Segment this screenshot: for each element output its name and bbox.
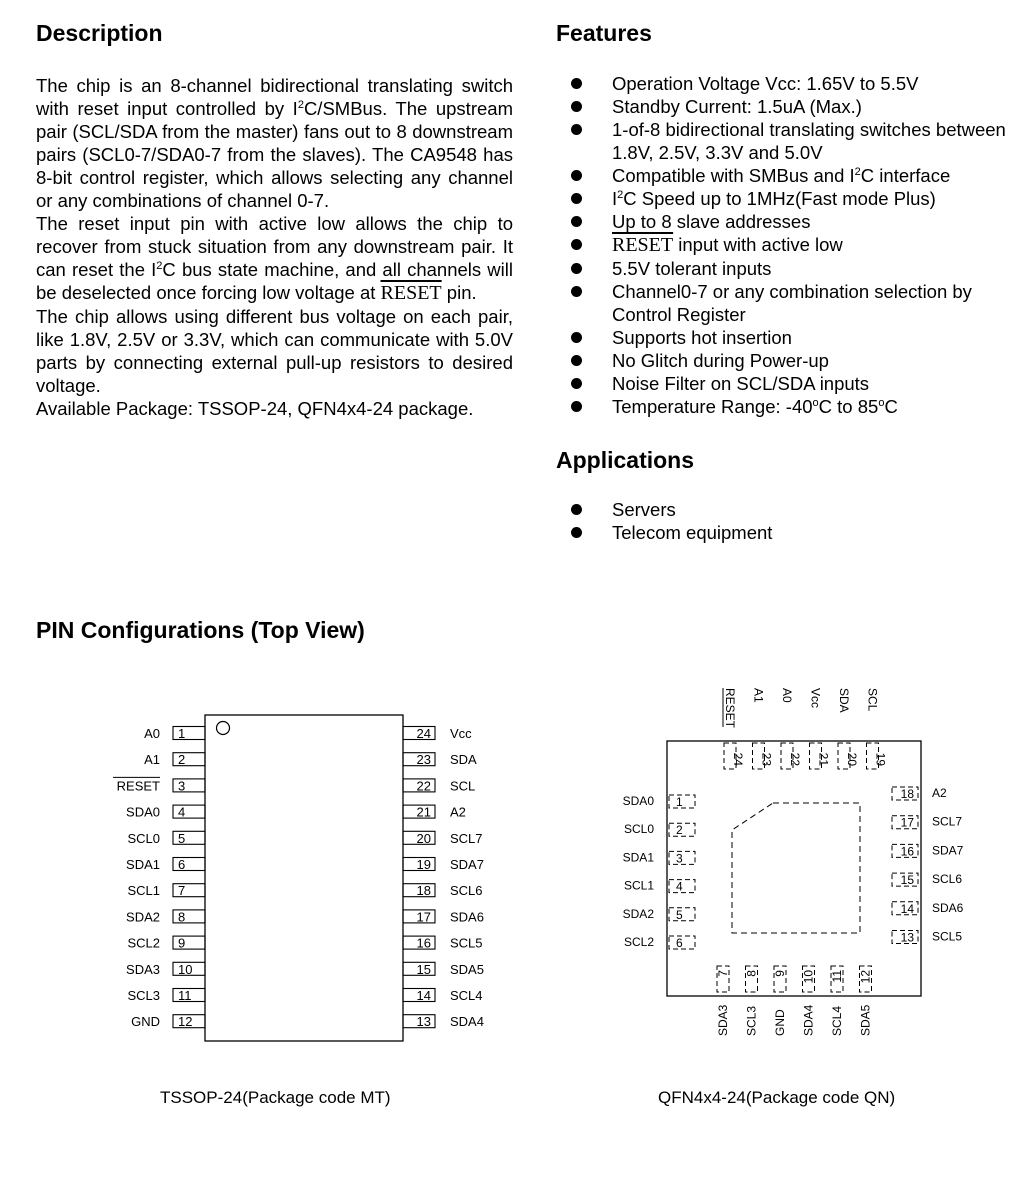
tssop-pin-number: 23 bbox=[416, 752, 431, 768]
qfn-pin-label: SCL5 bbox=[932, 929, 963, 944]
tssop-pin-number: 14 bbox=[416, 988, 431, 1003]
qfn-pin-label: SDA6 bbox=[932, 900, 964, 915]
tssop-pin-number: 3 bbox=[178, 778, 186, 794]
application-text: Telecom equipment bbox=[612, 522, 773, 543]
feature-text-seg: o bbox=[812, 396, 819, 409]
qfn-pin-number: 6 bbox=[676, 936, 683, 950]
tssop-pin-label: SCL6 bbox=[450, 883, 483, 899]
description-text-seg: The chip allows using different bus voltage on each pair, like 1.8V, 2.5V or 3.3V, which can communicate with 5.0V parts by connecting external pull-up resistors to desired voltage. bbox=[36, 306, 513, 396]
tssop-pin-number: 12 bbox=[178, 1014, 193, 1030]
qfn-pin-pad bbox=[746, 966, 758, 992]
qfn-body bbox=[667, 741, 921, 996]
tssop-pin-number: 1 bbox=[178, 726, 186, 741]
feature-text-seg: RESET bbox=[612, 234, 674, 256]
qfn-pin-number: 1 bbox=[676, 795, 683, 809]
qfn-pin-number: 17 bbox=[900, 815, 914, 830]
feature-text-seg: C interface bbox=[860, 165, 951, 186]
qfn-pin-number: 19 bbox=[873, 752, 888, 766]
qfn-pin-number: 7 bbox=[716, 970, 730, 977]
qfn-pin-number: 3 bbox=[676, 851, 683, 866]
features-heading: Features bbox=[556, 20, 652, 46]
tssop-pin-label: A2 bbox=[450, 804, 466, 820]
tssop-pin-label: SCL2 bbox=[127, 935, 160, 951]
feature-text-seg: input with active low bbox=[673, 234, 843, 255]
tssop-pin-number: 2 bbox=[178, 752, 186, 768]
tssop-body bbox=[205, 715, 403, 1041]
feature-text-seg: Channel0-7 or any combination selection by Control Register bbox=[612, 281, 972, 325]
tssop-pin-number: 15 bbox=[416, 961, 431, 977]
qfn-pin-label: SCL2 bbox=[623, 935, 654, 949]
tssop-pin-number: 8 bbox=[178, 909, 186, 925]
tssop-pin-number: 20 bbox=[416, 830, 431, 846]
description-text-seg: C bus state machine, and all channels will be deselected once forcing low voltage at bbox=[36, 259, 514, 303]
tssop-pin-number: 9 bbox=[178, 935, 186, 951]
feature-text-seg: Supports hot insertion bbox=[612, 327, 792, 348]
qfn-pin-number: 8 bbox=[744, 970, 759, 977]
tssop-pin-label: SDA4 bbox=[450, 1014, 484, 1030]
qfn-pin-label: SDA bbox=[837, 688, 851, 713]
qfn-pin-number: 12 bbox=[858, 970, 873, 984]
tssop-pin-label: SDA1 bbox=[126, 857, 160, 872]
qfn-exposed-pad bbox=[732, 803, 860, 933]
tssop-pin-number: 5 bbox=[178, 830, 186, 846]
tssop-diagram bbox=[113, 715, 484, 1041]
tssop-pin-number: 4 bbox=[178, 804, 186, 820]
qfn-pin-label: SDA2 bbox=[622, 906, 654, 921]
description-text-seg: The reset input pin with active low allows the chip to recover from stuck situation from any downstream pair. It can reset the I bbox=[36, 213, 513, 280]
tssop-pin-label: SDA bbox=[450, 752, 477, 768]
qfn-pin-label: GND bbox=[773, 1009, 787, 1036]
application-text: Servers bbox=[612, 499, 676, 520]
qfn-pin-number: 21 bbox=[816, 752, 831, 766]
qfn-pin-label: SDA3 bbox=[716, 1004, 730, 1036]
tssop-pin-label: Vcc bbox=[450, 726, 472, 741]
tssop-pin-number: 24 bbox=[416, 726, 431, 741]
qfn-pin-number: 14 bbox=[900, 901, 914, 916]
feature-text-seg: Temperature Range: -40 bbox=[612, 396, 813, 417]
tssop-pin-label: SCL4 bbox=[450, 988, 483, 1003]
tssop-pin-label: SDA6 bbox=[450, 909, 484, 925]
feature-text-seg: C bbox=[884, 396, 898, 417]
tssop-pin-label: SDA0 bbox=[126, 804, 160, 820]
qfn-pin-number: 22 bbox=[788, 752, 802, 766]
tssop-pin-label: A1 bbox=[144, 752, 160, 768]
tssop-pin-number: 16 bbox=[416, 935, 431, 951]
description-text-seg: The chip is an 8-channel bidirectional translating switch with reset input controlled by I bbox=[36, 75, 513, 119]
applications-heading: Applications bbox=[556, 447, 695, 473]
tssop-caption: TSSOP-24(Package code MT) bbox=[160, 1088, 391, 1107]
qfn-pin-label: SDA1 bbox=[622, 850, 654, 865]
qfn-pin-label: SDA7 bbox=[932, 843, 964, 858]
tssop-pin-label: SCL0 bbox=[127, 830, 160, 846]
tssop-pin-label: SCL bbox=[450, 778, 476, 794]
feature-text-seg: Compatible with SMBus and I bbox=[612, 165, 855, 186]
tssop-pin-number: 22 bbox=[416, 778, 431, 794]
qfn-pin-label: A1 bbox=[751, 688, 766, 703]
qfn-pin-label: SCL3 bbox=[744, 1005, 759, 1036]
tssop-pin-label: SDA3 bbox=[126, 961, 160, 977]
qfn-caption: QFN4x4-24(Package code QN) bbox=[658, 1088, 896, 1107]
tssop-pin-number: 11 bbox=[178, 988, 192, 1003]
feature-text-seg: 2 bbox=[854, 165, 861, 178]
tssop-pin-label: SCL3 bbox=[127, 988, 160, 1003]
qfn-pin-pad bbox=[717, 966, 729, 992]
qfn-pin-number: 15 bbox=[900, 873, 914, 888]
qfn-pin-pad bbox=[774, 966, 786, 992]
tssop-pin-label: SCL5 bbox=[450, 935, 483, 951]
feature-text-seg: C Speed up to 1MHz(Fast mode Plus) bbox=[623, 188, 936, 209]
qfn-pin-number: 18 bbox=[900, 787, 914, 801]
feature-text-seg: Up to 8 slave addresses bbox=[612, 211, 811, 232]
tssop-pin-number: 6 bbox=[178, 857, 186, 872]
feature-text-seg: Operation Voltage Vcc: 1.65V to 5.5V bbox=[612, 73, 919, 94]
qfn-pin-label: SCL4 bbox=[830, 1005, 844, 1036]
qfn-pin-number: 9 bbox=[773, 970, 787, 977]
tssop-pin-number: 13 bbox=[416, 1014, 431, 1030]
qfn-pin-number: 11 bbox=[830, 970, 844, 983]
qfn-pin-label: SDA4 bbox=[801, 1004, 816, 1036]
feature-text-seg: I bbox=[612, 188, 618, 209]
pin-config-heading: PIN Configurations (Top View) bbox=[36, 617, 365, 643]
feature-text-seg: o bbox=[878, 396, 885, 409]
feature-text-seg: Standby Current: 1.5uA (Max.) bbox=[612, 96, 862, 117]
feature-text-seg: 1-of-8 bidirectional translating switches between 1.8V, 2.5V, 3.3V and 5.0V bbox=[612, 119, 1006, 163]
qfn-pin-label: A0 bbox=[780, 688, 794, 703]
qfn-pin-number: 10 bbox=[801, 970, 816, 984]
description-text-seg: pin. bbox=[441, 282, 477, 303]
tssop-pin-number: 19 bbox=[416, 857, 431, 872]
description-text-seg: C/SMBus. The upstream pair (SCL/SDA from the master) fans out to 8 downstream pairs (SCL0-7/SDA0-7 from the slaves). The CA9548 has 8-bit control register, which allows selecting any channel or any combinations of channel 0-7. bbox=[36, 98, 513, 211]
qfn-pin-label: SCL0 bbox=[623, 822, 654, 837]
feature-text-seg: 5.5V tolerant inputs bbox=[612, 258, 772, 279]
qfn-pin-label: SDA0 bbox=[622, 794, 654, 808]
tssop-pin-label: SDA5 bbox=[450, 961, 484, 977]
qfn-pin-number: 5 bbox=[676, 907, 683, 922]
tssop-pin-label: A0 bbox=[144, 726, 160, 741]
tssop-pin-label: SCL1 bbox=[127, 883, 160, 899]
qfn-pin-number: 2 bbox=[676, 823, 683, 838]
description-text-seg: Available Package: TSSOP-24, QFN4x4-24 package. bbox=[36, 398, 474, 419]
feature-text-seg: C to 85 bbox=[818, 396, 879, 417]
qfn-pin-label: SCL6 bbox=[932, 872, 963, 887]
tssop-pin-label: RESET bbox=[116, 778, 160, 794]
qfn-pin-label: A2 bbox=[932, 786, 947, 800]
description-heading: Description bbox=[36, 20, 163, 46]
description-text-seg: RESET bbox=[380, 282, 442, 304]
tssop-pin-label: GND bbox=[131, 1014, 160, 1030]
qfn-pin-label: Vcc bbox=[808, 688, 823, 709]
tssop-pin-label: SDA2 bbox=[126, 909, 160, 925]
tssop-pin-number: 17 bbox=[416, 909, 431, 925]
qfn-pin-number: 4 bbox=[676, 879, 683, 894]
qfn-pin-label: RESET bbox=[723, 688, 737, 729]
qfn-pin-number: 13 bbox=[900, 930, 914, 945]
description-text-seg: 2 bbox=[156, 259, 163, 272]
qfn-pin-label: SCL bbox=[865, 688, 880, 712]
qfn-pin-label: SCL7 bbox=[932, 814, 963, 829]
qfn-diagram bbox=[623, 688, 964, 1036]
qfn-pin-number: 23 bbox=[759, 752, 774, 766]
description-text-seg: 2 bbox=[297, 98, 304, 111]
tssop-pin-number: 18 bbox=[416, 883, 431, 899]
feature-text-seg: 2 bbox=[617, 188, 624, 201]
tssop-pin-number: 21 bbox=[416, 804, 431, 820]
tssop-pin-label: SDA7 bbox=[450, 857, 484, 872]
tssop-pin-label: SCL7 bbox=[450, 830, 483, 846]
qfn-pin-label: SCL1 bbox=[623, 878, 654, 893]
qfn-pin-number: 24 bbox=[731, 752, 745, 766]
qfn-pin-number: 20 bbox=[845, 752, 859, 766]
feature-text-seg: Noise Filter on SCL/SDA inputs bbox=[612, 373, 870, 394]
feature-text-seg: No Glitch during Power-up bbox=[612, 350, 829, 371]
qfn-pin-label: SDA5 bbox=[858, 1004, 873, 1036]
pin1-marker-icon bbox=[217, 722, 230, 735]
qfn-pin-number: 16 bbox=[900, 844, 914, 859]
tssop-pin-number: 7 bbox=[178, 883, 186, 899]
tssop-pin-number: 10 bbox=[178, 961, 193, 977]
